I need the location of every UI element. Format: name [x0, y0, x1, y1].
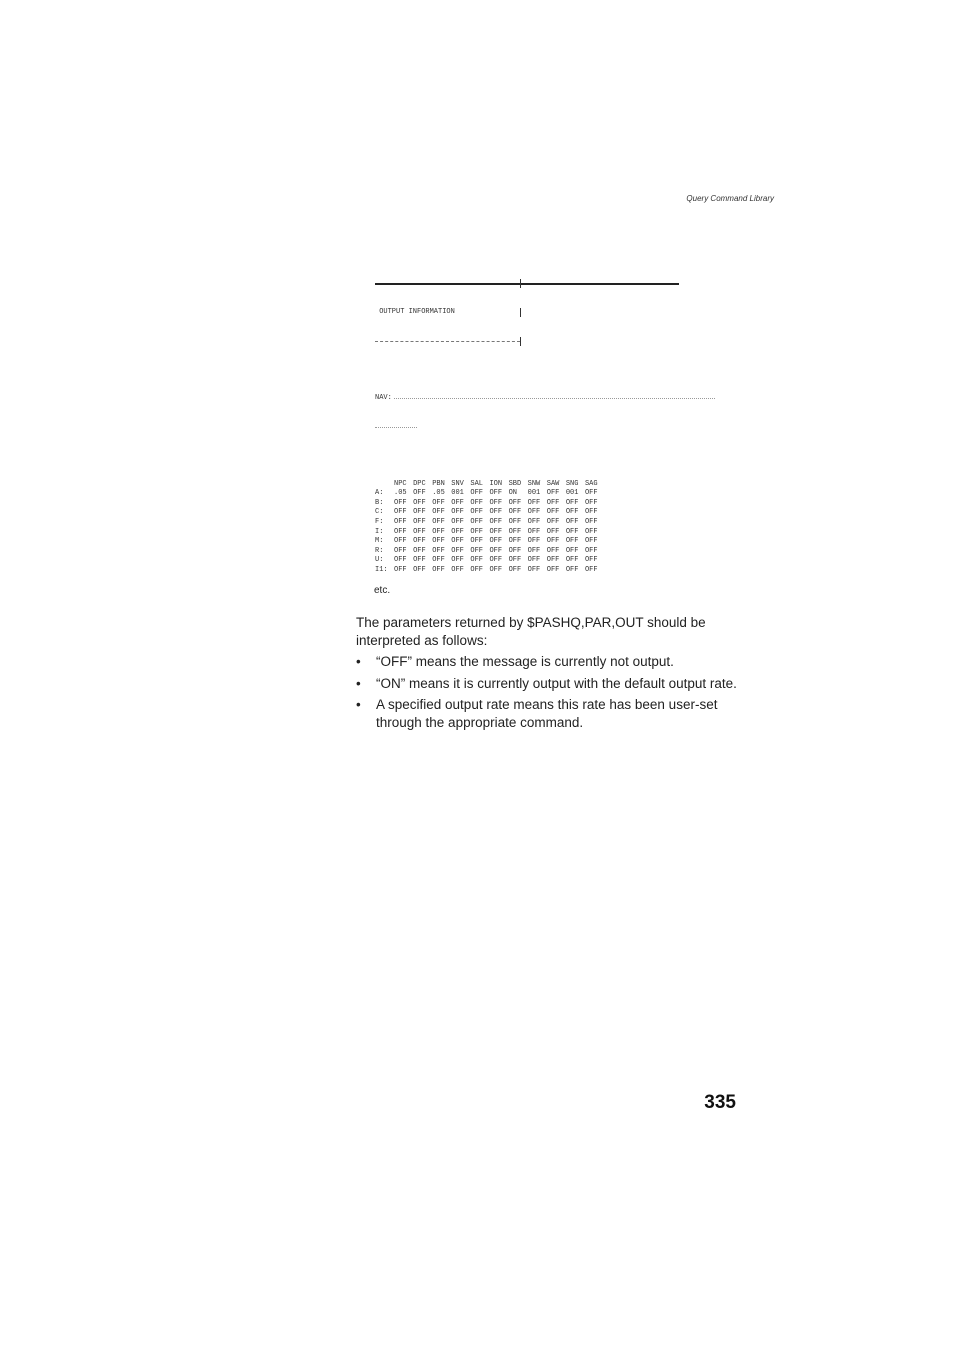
nav-table-cell: OFF — [470, 508, 483, 517]
nav-table-cell: OFF — [546, 527, 560, 536]
port-label: M: — [375, 537, 384, 546]
nav-table-cell: OFF — [565, 565, 579, 574]
nav-table-cell: OFF — [489, 489, 503, 498]
nav-table-cell: OFF — [489, 546, 503, 555]
output-information-screen — [375, 260, 715, 575]
nav-table-row — [375, 537, 715, 547]
nav-table-cell: OFF — [508, 556, 522, 565]
port-label: R: — [375, 546, 384, 555]
nav-table-cell: OFF — [470, 565, 483, 574]
nav-table-cell: OFF — [584, 489, 598, 498]
nav-table-cell: OFF — [394, 527, 407, 536]
intro-paragraph: The parameters returned by $PASHQ,PAR,OUT should be interpreted as follows: — [356, 615, 706, 648]
bullet-text: A specified output rate means this rate has been user-set through the appropriate command. — [376, 697, 718, 730]
port-label: B: — [375, 498, 384, 507]
nav-table-cell: OFF — [489, 518, 503, 527]
top-rule — [375, 279, 715, 289]
nav-table-cell: 001 — [527, 489, 541, 498]
nav-table-cell: OFF — [451, 537, 464, 546]
nav-table-cell: OFF — [413, 508, 426, 517]
bullet-text: “ON” means it is currently output with the default output rate. — [376, 675, 737, 691]
nav-table-cell: OFF — [527, 546, 541, 555]
nav-table-cell: OFF — [470, 498, 483, 507]
nav-table-cell: OFF — [584, 518, 598, 527]
nav-table-cell: OFF — [451, 546, 464, 555]
nav-table-cell: OFF — [565, 518, 579, 527]
nav-table-cell: OFF — [451, 527, 464, 536]
nav-table-cell: OFF — [470, 546, 483, 555]
port-label: I1: — [375, 565, 388, 574]
nav-table-cell: OFF — [451, 498, 464, 507]
nav-table-cell: OFF — [565, 537, 579, 546]
nav-table-cell: OFF — [413, 565, 426, 574]
nav-table-cell: OFF — [470, 527, 483, 536]
nav-table-cell: OFF — [584, 546, 598, 555]
nav-table-cell: OFF — [413, 518, 426, 527]
nav-column-header: SNV — [451, 479, 464, 488]
nav-table-cell: OFF — [546, 565, 560, 574]
nav-table-cell: .05 — [394, 489, 407, 498]
nav-table-cell: OFF — [565, 556, 579, 565]
nav-table-cell: 001 — [451, 489, 464, 498]
nav-table-cell: OFF — [508, 565, 522, 574]
nav-table-cell: OFF — [432, 546, 445, 555]
nav-column-header: SBD — [508, 479, 522, 488]
bullet-text: “OFF” means the message is currently not output. — [376, 654, 674, 669]
nav-table-cell: OFF — [432, 508, 445, 517]
port-label: A: — [375, 489, 384, 498]
nav-table — [375, 480, 715, 575]
nav-table-cell: OFF — [394, 498, 407, 507]
port-label: U: — [375, 556, 384, 565]
nav-table-cell: OFF — [584, 498, 598, 507]
bullet-item — [356, 653, 740, 671]
nav-table-cell: OFF — [489, 556, 503, 565]
nav-table-cell: .05 — [432, 489, 445, 498]
nav-table-cell: OFF — [527, 518, 541, 527]
nav-table-cell: ON — [508, 489, 517, 498]
nav-column-header: DPC — [413, 479, 426, 488]
nav-table-row — [375, 528, 715, 538]
nav-table-cell: OFF — [413, 546, 426, 555]
nav-table-cell: OFF — [451, 508, 464, 517]
nav-table-cell: OFF — [413, 556, 426, 565]
running-header: Query Command Library — [686, 194, 774, 203]
nav-table-cell: OFF — [565, 527, 579, 536]
nav-table-cell: OFF — [451, 518, 464, 527]
nav-table-cell: OFF — [394, 518, 407, 527]
nav-column-header: NPC — [394, 479, 407, 488]
nav-column-header: ION — [489, 479, 503, 488]
nav-table-cell: OFF — [508, 527, 522, 536]
nav-table-cell: OFF — [546, 518, 560, 527]
screen-title: OUTPUT INFORMATION — [379, 307, 455, 316]
nav-table-cell: OFF — [394, 508, 407, 517]
nav-table-cell: OFF — [508, 508, 522, 517]
nav-table-cell: OFF — [527, 498, 541, 507]
nav-table-cell: OFF — [394, 556, 407, 565]
body-text — [356, 614, 740, 735]
nav-column-header: SNG — [565, 479, 579, 488]
nav-table-cell: OFF — [565, 546, 579, 555]
nav-table-cell: OFF — [565, 508, 579, 517]
nav-table-cell: OFF — [546, 508, 560, 517]
nav-table-row — [375, 547, 715, 557]
nav-table-cell: OFF — [394, 546, 407, 555]
nav-table-row — [375, 508, 715, 518]
nav-column-header: SAL — [470, 479, 483, 488]
nav-table-row — [375, 518, 715, 528]
nav-table-cell: OFF — [413, 537, 426, 546]
nav-table-cell: OFF — [394, 537, 407, 546]
nav-table-cell: OFF — [451, 556, 464, 565]
nav-table-cell: OFF — [489, 498, 503, 507]
nav-table-cell: OFF — [527, 556, 541, 565]
nav-table-cell: OFF — [584, 508, 598, 517]
nav-table-cell: OFF — [432, 565, 445, 574]
bullet-icon: • — [356, 675, 361, 691]
nav-table-cell: OFF — [489, 527, 503, 536]
nav-table-cell: OFF — [394, 565, 407, 574]
nav-table-cell: OFF — [432, 556, 445, 565]
nav-table-cell: OFF — [508, 546, 522, 555]
nav-table-cell: OFF — [432, 537, 445, 546]
nav-table-cell: OFF — [584, 565, 598, 574]
nav-table-cell: OFF — [432, 518, 445, 527]
nav-table-row — [375, 489, 715, 499]
nav-section-label: NAV: — [375, 393, 392, 402]
nav-table-row — [375, 556, 715, 566]
nav-table-cell: OFF — [470, 489, 483, 498]
nav-column-header: SAG — [584, 479, 598, 488]
nav-section-row — [375, 394, 715, 404]
nav-table-cell: OFF — [584, 527, 598, 536]
bullet-icon: • — [356, 697, 361, 712]
port-label: F: — [375, 518, 384, 527]
nav-table-cell: OFF — [527, 565, 541, 574]
nav-table-cell: OFF — [565, 498, 579, 507]
nav-table-cell: OFF — [508, 498, 522, 507]
nav-table-cell: OFF — [546, 537, 560, 546]
nav-table-cell: OFF — [413, 498, 426, 507]
nav-table-cell: OFF — [489, 508, 503, 517]
nav-table-cell: OFF — [527, 537, 541, 546]
nav-table-cell: OFF — [546, 489, 560, 498]
nav-table-cell: OFF — [584, 537, 598, 546]
nav-table-cell: OFF — [470, 556, 483, 565]
nav-table-cell: OFF — [432, 527, 445, 536]
nav-table-row — [375, 566, 715, 575]
nav-column-header: SNW — [527, 479, 541, 488]
nav-table-cell: OFF — [546, 546, 560, 555]
title-underline — [375, 336, 715, 346]
nav-column-header: SAW — [546, 479, 560, 488]
bullet-item — [356, 675, 740, 693]
nav-table-cell: OFF — [489, 565, 503, 574]
nav-table-cell: OFF — [489, 537, 503, 546]
nav-table-cell: OFF — [470, 518, 483, 527]
port-label: I: — [375, 527, 384, 536]
nav-table-cell: OFF — [508, 537, 522, 546]
nav-table-cell: OFF — [413, 527, 426, 536]
bullet-icon: • — [356, 654, 361, 669]
nav-table-cell: OFF — [413, 489, 426, 498]
nav-table-row — [375, 499, 715, 509]
nav-table-cell: OFF — [527, 508, 541, 517]
page-number: 335 — [704, 1092, 736, 1113]
port-label: C: — [375, 508, 384, 517]
etc-note: etc. — [374, 585, 391, 596]
nav-table-cell: OFF — [508, 518, 522, 527]
nav-table-cell: OFF — [546, 498, 560, 507]
bullet-list — [356, 653, 740, 731]
nav-column-header: PBN — [432, 479, 445, 488]
bullet-item — [356, 696, 740, 731]
nav-table-cell: OFF — [584, 556, 598, 565]
nav-table-cell: OFF — [546, 556, 560, 565]
nav-table-cell: OFF — [451, 565, 464, 574]
nav-header-row — [375, 480, 715, 490]
nav-table-cell: OFF — [470, 537, 483, 546]
nav-table-cell: OFF — [432, 498, 445, 507]
screen-title-row — [375, 308, 715, 318]
nav-table-cell: 001 — [565, 489, 579, 498]
nav-table-cell: OFF — [527, 527, 541, 536]
